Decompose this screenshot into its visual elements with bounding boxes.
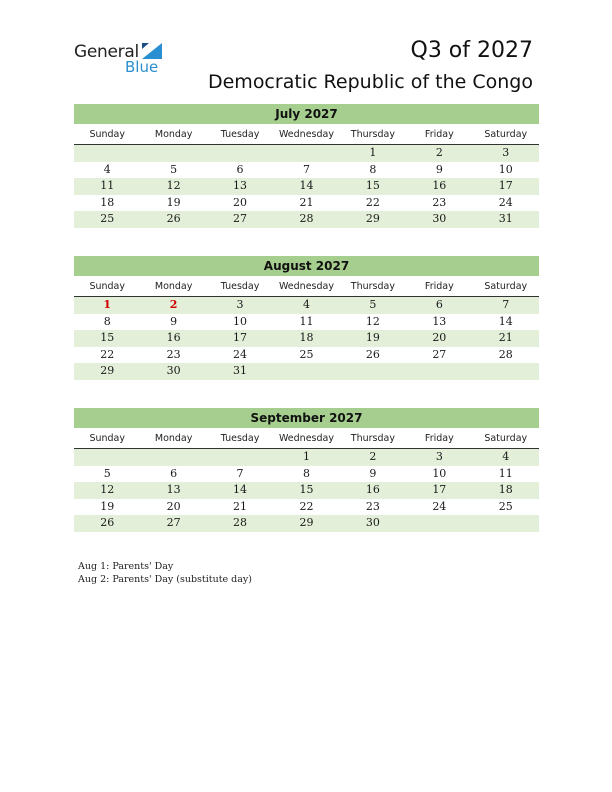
- date-cell: [207, 449, 273, 466]
- date-cell: 15: [299, 483, 314, 496]
- date-cell: 3: [236, 298, 244, 311]
- holiday-notes: [78, 560, 252, 586]
- date-cell: 18: [498, 483, 513, 496]
- date-cell: 21: [233, 499, 248, 513]
- week-row: [74, 499, 539, 516]
- date-cell: 17: [432, 483, 447, 496]
- date-cell: 25: [498, 499, 513, 513]
- date-cell: 11: [299, 314, 314, 328]
- date-cell: 2: [435, 146, 443, 159]
- month-title: July 2027: [74, 104, 539, 124]
- date-cell: 13: [233, 179, 248, 192]
- month-calendar: [74, 104, 539, 228]
- date-cell: 30: [365, 516, 380, 529]
- date-cell: 11: [498, 466, 513, 480]
- weekday-label: Wednesday: [278, 129, 334, 140]
- date-cell: 27: [233, 212, 248, 225]
- logo: [74, 42, 174, 78]
- holiday-note: Aug 2: Parents' Day (substitute day): [78, 574, 252, 585]
- holiday-date-cell: 1: [103, 298, 112, 311]
- weekday-label: Saturday: [484, 281, 528, 292]
- date-cell: 4: [103, 162, 111, 176]
- month-calendar: [74, 408, 539, 532]
- weekday-label: Tuesday: [220, 433, 260, 444]
- date-cell: 13: [166, 483, 181, 496]
- date-cell: 29: [365, 212, 380, 225]
- month-calendar: [74, 256, 539, 380]
- date-cell: [473, 363, 539, 380]
- weekday-label: Friday: [424, 281, 454, 292]
- date-cell: 19: [365, 331, 380, 344]
- date-cell: 16: [432, 179, 447, 192]
- date-cell: 22: [365, 195, 380, 209]
- date-cell: 29: [299, 516, 314, 529]
- date-cell: 23: [166, 347, 181, 361]
- weekday-label: Thursday: [350, 129, 395, 140]
- date-cell: 31: [233, 364, 248, 377]
- date-cell: 10: [498, 162, 513, 176]
- week-row: [74, 178, 539, 195]
- date-cell: 9: [369, 466, 377, 480]
- date-cell: 29: [100, 364, 115, 377]
- date-cell: 14: [498, 314, 513, 328]
- date-cell: 5: [369, 298, 377, 311]
- week-row: [74, 145, 539, 162]
- month-title: August 2027: [74, 256, 539, 276]
- holiday-date-cell: 2: [169, 298, 178, 311]
- date-cell: 2: [369, 450, 377, 463]
- week-row: [74, 211, 539, 228]
- date-cell: [406, 515, 472, 532]
- date-cell: 20: [233, 195, 248, 209]
- date-cell: 26: [100, 516, 115, 529]
- date-cell: 24: [498, 195, 513, 209]
- date-cell: [74, 449, 140, 466]
- date-cell: 3: [435, 450, 443, 463]
- date-cell: 8: [103, 314, 111, 328]
- date-cell: 16: [365, 483, 380, 496]
- date-cell: 25: [100, 212, 115, 225]
- weekday-label: Saturday: [484, 129, 528, 140]
- date-cell: 7: [302, 162, 310, 176]
- week-row: [74, 330, 539, 347]
- date-cell: 5: [103, 466, 111, 480]
- date-cell: 20: [432, 331, 447, 344]
- date-cell: 1: [302, 450, 310, 463]
- page-title: Q3 of 2027: [410, 38, 533, 63]
- date-cell: 28: [299, 212, 314, 225]
- date-cell: [473, 515, 539, 532]
- date-cell: 23: [365, 499, 380, 513]
- date-cell: 7: [502, 298, 510, 311]
- date-cell: 21: [498, 331, 513, 344]
- month-title: September 2027: [74, 408, 539, 428]
- week-row: [74, 297, 539, 314]
- week-row: [74, 482, 539, 499]
- holiday-note: Aug 1: Parents' Day: [78, 561, 174, 572]
- date-cell: [273, 145, 339, 162]
- week-row: [74, 162, 539, 179]
- week-row: [74, 347, 539, 364]
- date-cell: 5: [170, 162, 178, 176]
- country-name: Democratic Republic of the Congo: [207, 71, 533, 93]
- date-cell: 21: [299, 195, 314, 209]
- date-cell: 31: [498, 212, 513, 225]
- date-cell: 16: [166, 331, 181, 344]
- weekday-label: Wednesday: [278, 281, 334, 292]
- date-cell: 30: [432, 212, 447, 225]
- date-cell: 24: [233, 347, 248, 361]
- week-row: [74, 466, 539, 483]
- date-cell: 8: [302, 466, 310, 480]
- date-cell: 30: [166, 364, 181, 377]
- date-cell: [340, 363, 406, 380]
- weekday-label: Friday: [424, 433, 454, 444]
- date-cell: 11: [100, 179, 115, 192]
- date-cell: 4: [302, 298, 310, 311]
- week-row: [74, 363, 539, 380]
- logo-flag-accent-icon: [142, 43, 149, 49]
- date-cell: 6: [236, 162, 244, 176]
- date-cell: 8: [369, 162, 377, 176]
- week-row: [74, 515, 539, 532]
- date-cell: 17: [498, 179, 513, 192]
- date-cell: 24: [432, 499, 447, 513]
- week-row: [74, 314, 539, 331]
- weekday-header-row: [74, 431, 539, 449]
- date-cell: 12: [365, 314, 380, 328]
- weekday-label: Tuesday: [220, 281, 260, 292]
- date-cell: 10: [432, 466, 447, 480]
- weekday-label: Wednesday: [278, 433, 334, 444]
- logo-blue-text: Blue: [125, 58, 159, 76]
- date-cell: 15: [100, 331, 115, 344]
- date-cell: 14: [233, 483, 248, 496]
- date-cell: 13: [432, 314, 447, 328]
- date-cell: 18: [100, 195, 115, 209]
- date-cell: [207, 145, 273, 162]
- date-cell: 23: [432, 195, 447, 209]
- weekday-label: Tuesday: [220, 129, 260, 140]
- date-cell: [140, 145, 206, 162]
- date-cell: 22: [100, 347, 115, 361]
- date-cell: [74, 145, 140, 162]
- weekday-label: Monday: [154, 433, 193, 444]
- date-cell: 19: [100, 499, 115, 513]
- date-cell: 10: [233, 314, 248, 328]
- date-cell: [140, 449, 206, 466]
- date-cell: 1: [369, 146, 377, 159]
- date-cell: 3: [502, 146, 510, 159]
- weekday-header-row: [74, 127, 539, 145]
- date-cell: 25: [299, 347, 314, 361]
- logo-general-text: General: [74, 42, 139, 62]
- date-cell: 14: [299, 179, 314, 192]
- date-cell: 26: [365, 347, 380, 361]
- date-cell: 28: [233, 516, 248, 529]
- date-cell: 17: [233, 331, 248, 344]
- date-cell: 9: [435, 162, 443, 176]
- weekday-label: Thursday: [350, 433, 395, 444]
- date-cell: 22: [299, 499, 314, 513]
- date-cell: 7: [236, 466, 244, 480]
- weekday-label: Friday: [424, 129, 454, 140]
- weekday-label: Monday: [154, 281, 193, 292]
- date-cell: 12: [100, 483, 115, 496]
- date-cell: 6: [170, 466, 178, 480]
- week-row: [74, 195, 539, 212]
- weekday-label: Monday: [154, 129, 193, 140]
- date-cell: 28: [498, 347, 513, 361]
- date-cell: 6: [435, 298, 443, 311]
- weekday-label: Sunday: [89, 433, 125, 444]
- date-cell: 19: [166, 195, 181, 209]
- week-row: [74, 449, 539, 466]
- date-cell: 12: [166, 179, 181, 192]
- date-cell: [273, 363, 339, 380]
- date-cell: 20: [166, 499, 181, 513]
- date-cell: 9: [170, 314, 178, 328]
- weekday-header-row: [74, 279, 539, 297]
- date-cell: 26: [166, 212, 181, 225]
- date-cell: 18: [299, 331, 314, 344]
- weekday-label: Saturday: [484, 433, 528, 444]
- weekday-label: Sunday: [89, 281, 125, 292]
- weekday-label: Thursday: [350, 281, 395, 292]
- date-cell: 27: [432, 347, 447, 361]
- weekday-label: Sunday: [89, 129, 125, 140]
- date-cell: [406, 363, 472, 380]
- date-cell: 15: [365, 179, 380, 192]
- date-cell: 4: [502, 450, 510, 463]
- date-cell: 27: [166, 516, 181, 529]
